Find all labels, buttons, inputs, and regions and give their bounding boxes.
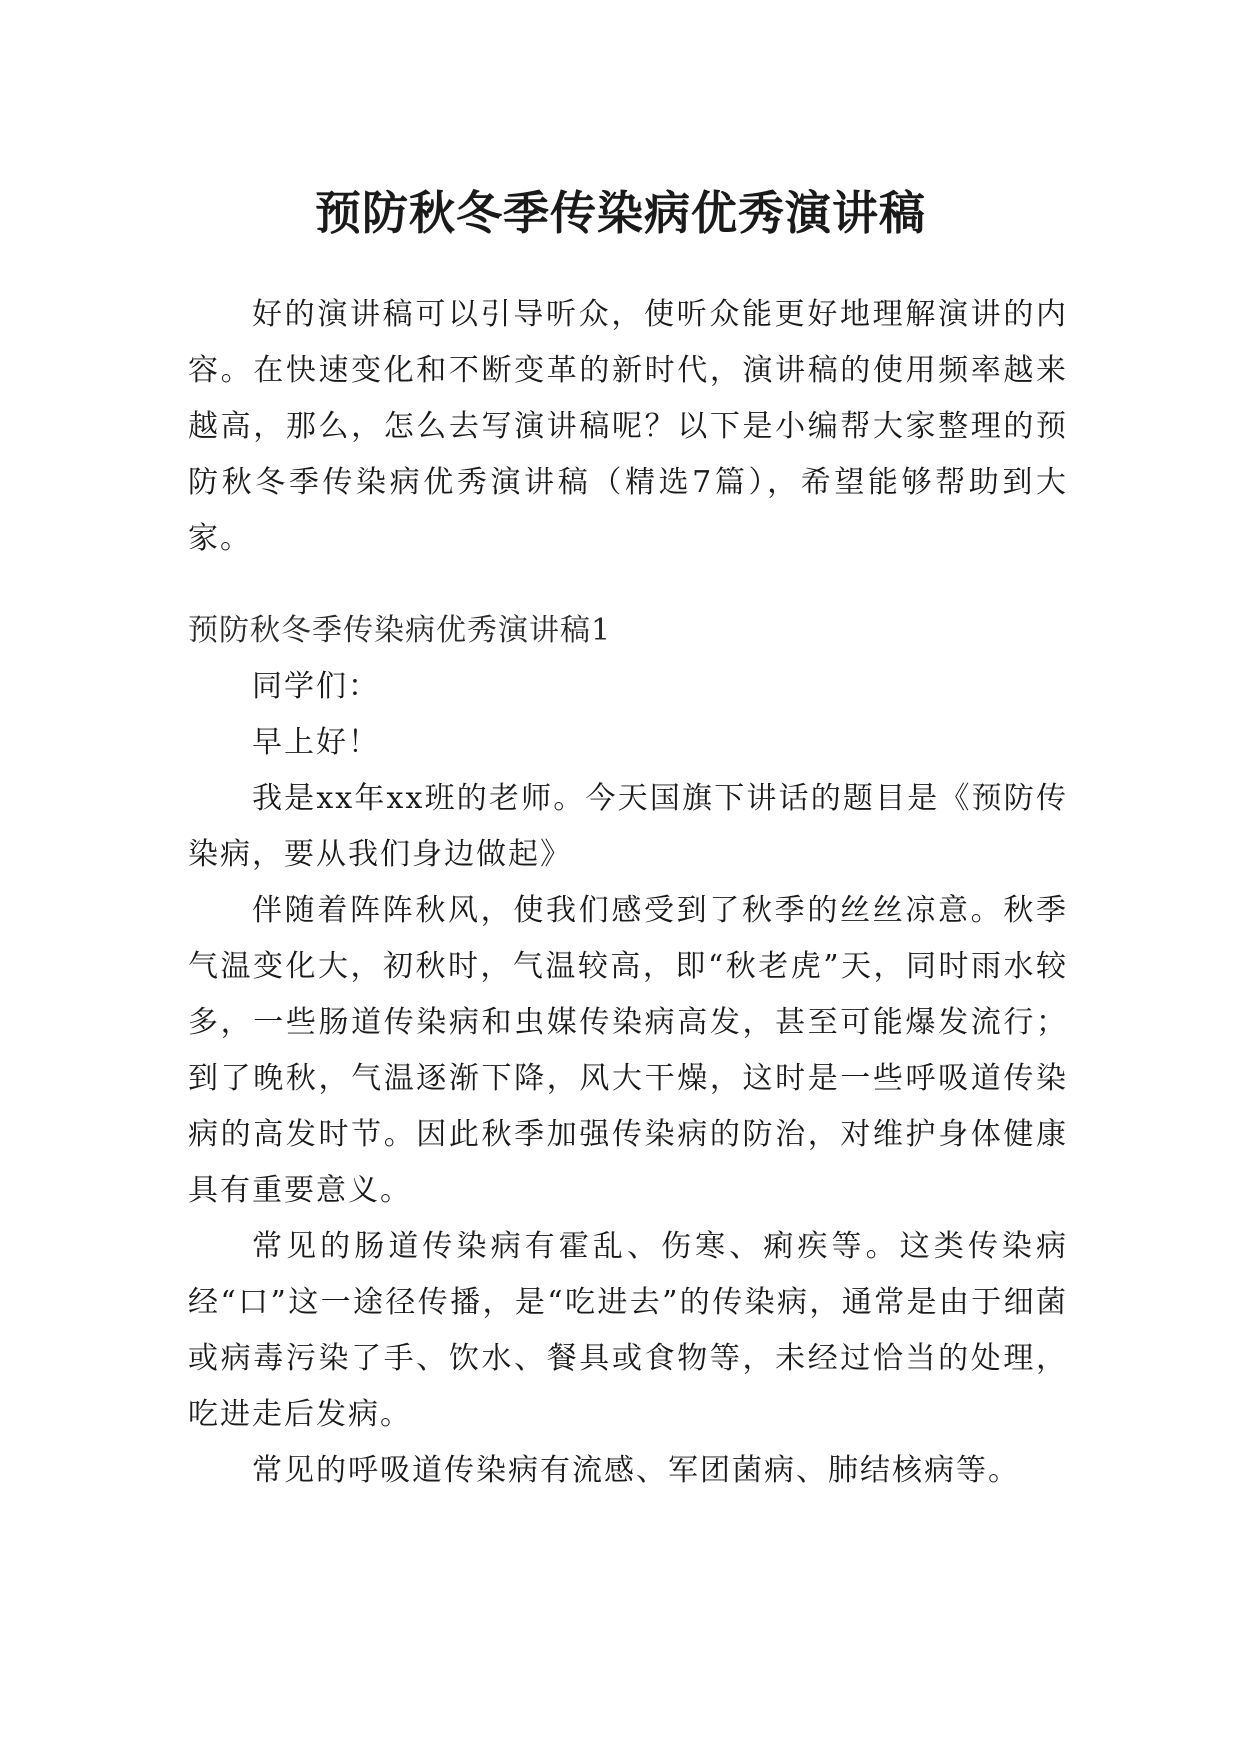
topic-paragraph: 我是xx年xx班的老师。今天国旗下讲话的题目是《预防传染病，要从我们身边做起》 [188, 781, 1068, 872]
section-heading: 预防秋冬季传染病优秀演讲稿1 [188, 613, 612, 648]
greeting-paragraph: 同学们： [252, 669, 380, 704]
salutation-paragraph: 早上好！ [252, 725, 380, 760]
document-body [188, 287, 1068, 1499]
intro-paragraph: 好的演讲稿可以引导听众，使听众能更好地理解演讲的内容。在快速变化和不断变革的新时代，演讲稿的使用频率越来越高，那么，怎么去写演讲稿呢？以下是小编帮大家整理的预防秋冬季传染病优秀演讲稿（精选7篇），希望能够帮助到大家。 [188, 297, 1068, 556]
respiratory-disease-paragraph: 常见的呼吸道传染病有流感、军团菌病、肺结核病等。 [252, 1453, 1020, 1488]
autumn-climate-paragraph: 伴随着阵阵秋风，使我们感受到了秋季的丝丝凉意。秋季气温变化大，初秋时，气温较高，即“秋老虎”天，同时雨水较多，一些肠道传染病和虫媒传染病高发，甚至可能爆发流行；到了晚秋，气温逐渐下降，风大干燥，这时是一些呼吸道传染病的高发时节。因此秋季加强传染病的防治，对维护身体健康具有重要意义。 [188, 893, 1068, 1208]
document-title: 预防秋冬季传染病优秀演讲稿 [315, 185, 926, 240]
intestinal-disease-paragraph: 常见的肠道传染病有霍乱、伤寒、痢疾等。这类传染病经“口”这一途径传播，是“吃进去”的传染病，通常是由于细菌或病毒污染了手、饮水、餐具或食物等，未经过恰当的处理，吃进走后发病。 [188, 1229, 1068, 1432]
